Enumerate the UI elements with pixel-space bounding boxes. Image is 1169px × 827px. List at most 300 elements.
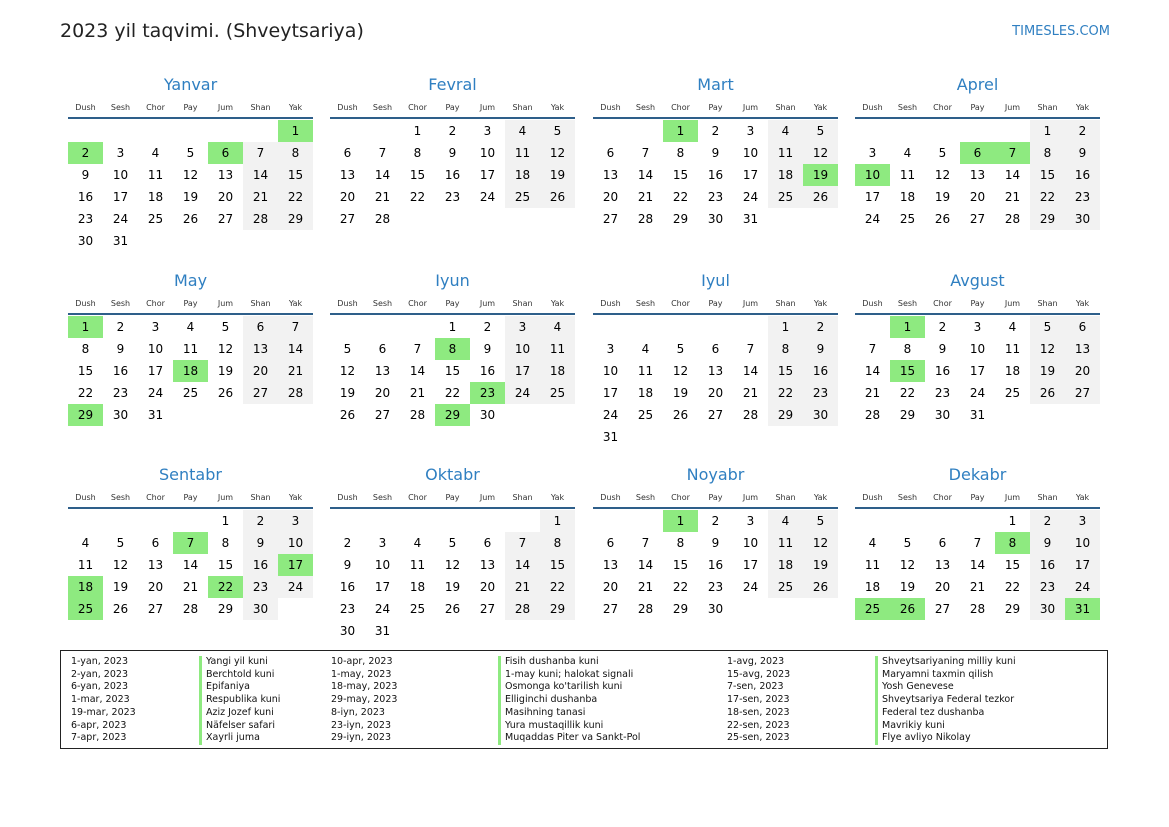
- day-cell: 28: [637, 602, 654, 616]
- empty-cell: [925, 120, 960, 142]
- day-cell: 12: [803, 142, 838, 164]
- header-rule: [68, 117, 313, 119]
- holiday-day: 1: [68, 316, 103, 338]
- day-cell: 16: [479, 364, 496, 378]
- day-cell: 13: [969, 168, 986, 182]
- day-cell: 10: [278, 532, 313, 554]
- empty-cell: [330, 120, 365, 142]
- day-cell: 17: [374, 580, 391, 594]
- weekday-label: Yak: [813, 493, 828, 502]
- day-cell: 23: [1030, 576, 1065, 598]
- day-cell: 5: [676, 342, 685, 356]
- day-cell: 14: [864, 364, 881, 378]
- day-cell: 19: [540, 164, 575, 186]
- empty-cell: [400, 510, 435, 532]
- holiday-name: Flye avliyo Nikolay: [875, 732, 971, 745]
- empty-cell: [593, 316, 628, 338]
- empty-cell: [365, 316, 400, 338]
- day-cell: 11: [768, 142, 803, 164]
- weekday-header: [68, 297, 313, 311]
- day-cell: 22: [409, 190, 426, 204]
- day-cell: 31: [147, 408, 164, 422]
- empty-cell: [330, 510, 365, 532]
- weekday-label: Dush: [337, 493, 358, 502]
- empty-cell: [628, 120, 663, 142]
- day-cell: 4: [868, 536, 877, 550]
- month-name: Iyun: [435, 271, 470, 290]
- day-cell: 5: [803, 120, 838, 142]
- day-cell: 3: [116, 146, 125, 160]
- day-cell: 20: [969, 190, 986, 204]
- day-cell: 28: [505, 598, 540, 620]
- holiday-name: Näfelser safari: [199, 720, 275, 733]
- holiday-date: 1-mar, 2023: [71, 694, 130, 706]
- month-name: Oktabr: [425, 465, 480, 484]
- weekday-label: Shan: [775, 299, 796, 308]
- weekday-label: Sesh: [635, 299, 656, 308]
- day-cell: 25: [182, 386, 199, 400]
- day-cell: 8: [903, 342, 912, 356]
- day-cell: 15: [409, 168, 426, 182]
- day-grid: [68, 316, 313, 426]
- empty-cell: [663, 316, 698, 338]
- day-cell: 25: [1004, 386, 1021, 400]
- day-cell: 26: [217, 386, 234, 400]
- day-cell: 26: [803, 186, 838, 208]
- empty-cell: [365, 120, 400, 142]
- day-cell: 27: [934, 602, 951, 616]
- page-title: 2023 yil taqvimi. (Shveytsariya): [60, 20, 364, 42]
- weekday-label: Chor: [933, 103, 952, 112]
- day-cell: 5: [938, 146, 947, 160]
- day-cell: 10: [742, 536, 759, 550]
- holiday-day: 29: [68, 404, 103, 426]
- day-cell: 12: [444, 558, 461, 572]
- day-cell: 16: [707, 558, 724, 572]
- weekday-label: Chor: [408, 299, 427, 308]
- day-cell: 7: [641, 146, 650, 160]
- day-cell: 17: [602, 386, 619, 400]
- month-name: Dekabr: [948, 465, 1007, 484]
- day-cell: 19: [803, 554, 838, 576]
- day-grid: [593, 316, 838, 448]
- empty-cell: [505, 510, 540, 532]
- day-cell: 23: [339, 602, 356, 616]
- empty-cell: [698, 316, 733, 338]
- weekday-label: Shan: [250, 299, 271, 308]
- empty-cell: [68, 120, 103, 142]
- day-cell: 21: [278, 360, 313, 382]
- day-cell: 7: [973, 536, 982, 550]
- day-cell: 29: [768, 404, 803, 426]
- day-cell: 31: [374, 624, 391, 638]
- holiday-day: 18: [68, 576, 103, 598]
- day-cell: 18: [409, 580, 426, 594]
- day-cell: 28: [409, 408, 426, 422]
- day-cell: 2: [483, 320, 492, 334]
- day-cell: 30: [243, 598, 278, 620]
- day-cell: 13: [707, 364, 724, 378]
- holiday-name: Epifaniya: [199, 681, 250, 694]
- holiday-day: 1: [663, 510, 698, 532]
- day-cell: 20: [479, 580, 496, 594]
- month-avgust: [855, 271, 1100, 426]
- day-cell: 13: [217, 168, 234, 182]
- day-cell: 12: [112, 558, 129, 572]
- day-cell: 4: [151, 146, 160, 160]
- day-cell: 1: [1030, 120, 1065, 142]
- holiday-name: Maryamni taxmin qilish: [875, 669, 993, 682]
- holiday-day: 22: [208, 576, 243, 598]
- weekday-label: Jum: [742, 493, 759, 502]
- holiday-name: Elliginchi dushanba: [498, 694, 597, 707]
- day-cell: 15: [278, 164, 313, 186]
- day-cell: 22: [1004, 580, 1021, 594]
- day-cell: 19: [899, 580, 916, 594]
- weekday-label: Chor: [146, 493, 165, 502]
- day-cell: 13: [147, 558, 164, 572]
- holiday-date: 25-sen, 2023: [727, 732, 790, 744]
- weekday-header: [330, 297, 575, 311]
- day-cell: 26: [339, 408, 356, 422]
- day-cell: 15: [444, 364, 461, 378]
- day-cell: 1: [768, 316, 803, 338]
- holiday-name: Osmonga ko'tarilish kuni: [498, 681, 622, 694]
- weekday-label: Yak: [288, 493, 303, 502]
- day-cell: 20: [602, 190, 619, 204]
- month-name: Iyul: [701, 271, 730, 290]
- holiday-date: 7-apr, 2023: [71, 732, 127, 744]
- day-cell: 22: [540, 576, 575, 598]
- day-cell: 6: [243, 316, 278, 338]
- day-cell: 17: [742, 558, 759, 572]
- month-name: Sentabr: [159, 465, 222, 484]
- day-cell: 24: [742, 580, 759, 594]
- holiday-day: 23: [470, 382, 505, 404]
- day-cell: 18: [147, 190, 164, 204]
- day-cell: 23: [112, 386, 129, 400]
- holiday-date: 18-may, 2023: [331, 681, 398, 693]
- day-cell: 21: [409, 386, 426, 400]
- day-cell: 3: [505, 316, 540, 338]
- day-cell: 23: [77, 212, 94, 226]
- day-cell: 31: [742, 212, 759, 226]
- day-cell: 15: [768, 360, 803, 382]
- day-cell: 16: [934, 364, 951, 378]
- holiday-name: Federal tez dushanba: [875, 707, 984, 720]
- empty-cell: [470, 510, 505, 532]
- day-cell: 9: [243, 532, 278, 554]
- day-cell: 30: [112, 408, 129, 422]
- day-cell: 7: [641, 536, 650, 550]
- day-cell: 19: [112, 580, 129, 594]
- day-grid: [68, 120, 313, 252]
- day-cell: 10: [969, 342, 986, 356]
- empty-cell: [208, 120, 243, 142]
- day-cell: 7: [746, 342, 755, 356]
- day-cell: 3: [746, 514, 755, 528]
- month-name: Fevral: [428, 75, 477, 94]
- holiday-name: Masihning tanasi: [498, 707, 585, 720]
- holiday-name: Aziz Jozef kuni: [199, 707, 274, 720]
- holiday-day: 6: [960, 142, 995, 164]
- day-cell: 3: [746, 124, 755, 138]
- day-cell: 2: [803, 316, 838, 338]
- empty-cell: [855, 120, 890, 142]
- day-cell: 23: [1065, 186, 1100, 208]
- day-cell: 27: [217, 212, 234, 226]
- day-cell: 5: [186, 146, 195, 160]
- holiday-date: 1-yan, 2023: [71, 656, 128, 667]
- day-cell: 12: [672, 364, 689, 378]
- empty-cell: [593, 120, 628, 142]
- day-cell: 24: [505, 382, 540, 404]
- day-cell: 4: [186, 320, 195, 334]
- day-cell: 9: [483, 342, 492, 356]
- empty-cell: [733, 316, 768, 338]
- day-cell: 9: [938, 342, 947, 356]
- weekday-header: [330, 101, 575, 115]
- day-cell: 18: [1004, 364, 1021, 378]
- weekday-label: Dush: [862, 299, 883, 308]
- day-cell: 8: [676, 536, 685, 550]
- weekday-label: Pay: [970, 103, 985, 112]
- day-cell: 1: [1008, 514, 1017, 528]
- day-cell: 19: [444, 580, 461, 594]
- holiday-name: Yura mustaqillik kuni: [498, 720, 603, 733]
- weekday-label: Chor: [408, 103, 427, 112]
- day-cell: 16: [243, 554, 278, 576]
- day-cell: 18: [899, 190, 916, 204]
- day-cell: 16: [803, 360, 838, 382]
- day-cell: 23: [707, 190, 724, 204]
- month-aprel: [855, 75, 1100, 230]
- weekday-label: Chor: [933, 493, 952, 502]
- day-cell: 14: [243, 164, 278, 186]
- day-cell: 24: [147, 386, 164, 400]
- day-cell: 5: [116, 536, 125, 550]
- day-cell: 11: [864, 558, 881, 572]
- day-cell: 13: [602, 558, 619, 572]
- weekday-label: Dush: [600, 103, 621, 112]
- day-cell: 22: [768, 382, 803, 404]
- day-cell: 16: [339, 580, 356, 594]
- day-cell: 23: [444, 190, 461, 204]
- day-cell: 21: [182, 580, 199, 594]
- day-cell: 7: [413, 342, 422, 356]
- day-cell: 27: [479, 602, 496, 616]
- day-cell: 30: [1065, 208, 1100, 230]
- header-rule: [330, 117, 575, 119]
- day-cell: 27: [374, 408, 391, 422]
- weekday-header: [855, 297, 1100, 311]
- day-cell: 16: [112, 364, 129, 378]
- weekday-label: Pay: [708, 299, 723, 308]
- weekday-label: Sesh: [110, 299, 131, 308]
- holiday-day: 6: [208, 142, 243, 164]
- day-cell: 9: [1030, 532, 1065, 554]
- day-cell: 28: [182, 602, 199, 616]
- holiday-date: 6-yan, 2023: [71, 681, 128, 693]
- day-cell: 12: [1030, 338, 1065, 360]
- day-cell: 26: [1030, 382, 1065, 404]
- day-cell: 5: [803, 510, 838, 532]
- weekday-label: Dush: [862, 103, 883, 112]
- month-sentabr: [68, 465, 313, 620]
- day-cell: 14: [182, 558, 199, 572]
- day-cell: 8: [278, 142, 313, 164]
- day-cell: 17: [864, 190, 881, 204]
- day-cell: 14: [505, 554, 540, 576]
- day-cell: 24: [374, 602, 391, 616]
- day-cell: 29: [672, 602, 689, 616]
- holiday-name: Berchtold kuni: [199, 669, 274, 682]
- weekday-header: [593, 491, 838, 505]
- day-cell: 10: [147, 342, 164, 356]
- day-cell: 29: [1030, 208, 1065, 230]
- holiday-day: 8: [435, 338, 470, 360]
- day-cell: 20: [1065, 360, 1100, 382]
- day-cell: 11: [505, 142, 540, 164]
- day-cell: 15: [77, 364, 94, 378]
- day-cell: 16: [444, 168, 461, 182]
- day-cell: 27: [602, 212, 619, 226]
- weekday-label: Dush: [600, 493, 621, 502]
- day-cell: 22: [672, 580, 689, 594]
- weekday-label: Chor: [671, 493, 690, 502]
- day-cell: 17: [742, 168, 759, 182]
- weekday-label: Dush: [337, 103, 358, 112]
- empty-cell: [890, 510, 925, 532]
- weekday-label: Pay: [183, 103, 198, 112]
- day-cell: 21: [637, 580, 654, 594]
- day-grid: [593, 510, 838, 620]
- holiday-day: 29: [435, 404, 470, 426]
- day-cell: 11: [77, 558, 94, 572]
- day-cell: 20: [243, 360, 278, 382]
- day-cell: 7: [505, 532, 540, 554]
- header-rule: [593, 507, 838, 509]
- day-cell: 3: [151, 320, 160, 334]
- day-cell: 24: [479, 190, 496, 204]
- day-cell: 28: [374, 212, 391, 226]
- day-cell: 29: [672, 212, 689, 226]
- month-name: Mart: [697, 75, 734, 94]
- day-cell: 14: [637, 558, 654, 572]
- day-cell: 20: [217, 190, 234, 204]
- empty-cell: [593, 510, 628, 532]
- holiday-day: 18: [173, 360, 208, 382]
- day-cell: 18: [637, 386, 654, 400]
- holiday-date: 1-may, 2023: [331, 668, 392, 680]
- weekday-label: Sesh: [110, 103, 131, 112]
- day-cell: 10: [1065, 532, 1100, 554]
- weekday-label: Chor: [408, 493, 427, 502]
- holiday-name: Mavrikiy kuni: [875, 720, 945, 733]
- day-cell: 21: [742, 386, 759, 400]
- weekday-label: Sesh: [372, 299, 393, 308]
- holiday-name: Xayrli juma: [199, 732, 260, 745]
- day-cell: 26: [540, 186, 575, 208]
- day-cell: 22: [278, 186, 313, 208]
- holiday-name: 1-may kuni; halokat signali: [498, 669, 633, 682]
- weekday-label: Shan: [250, 493, 271, 502]
- day-cell: 15: [1030, 164, 1065, 186]
- day-cell: 13: [374, 364, 391, 378]
- holiday-day: 25: [68, 598, 103, 620]
- empty-cell: [855, 510, 890, 532]
- day-cell: 18: [768, 554, 803, 576]
- weekday-label: Pay: [970, 493, 985, 502]
- day-cell: 6: [343, 146, 352, 160]
- weekday-label: Jum: [742, 103, 759, 112]
- day-cell: 27: [243, 382, 278, 404]
- day-grid: [68, 510, 313, 620]
- day-cell: 18: [505, 164, 540, 186]
- day-cell: 21: [374, 190, 391, 204]
- day-cell: 11: [182, 342, 199, 356]
- day-cell: 11: [409, 558, 426, 572]
- holiday-day: 25: [855, 598, 890, 620]
- day-cell: 17: [1065, 554, 1100, 576]
- day-cell: 18: [864, 580, 881, 594]
- day-cell: 9: [81, 168, 90, 182]
- site-link[interactable]: TIMESLES.COM: [1012, 24, 1110, 39]
- day-grid: [330, 120, 575, 230]
- day-cell: 15: [1004, 558, 1021, 572]
- holiday-day: 17: [278, 554, 313, 576]
- day-cell: 19: [217, 364, 234, 378]
- day-cell: 12: [182, 168, 199, 182]
- weekday-label: Yak: [288, 103, 303, 112]
- day-cell: 19: [1030, 360, 1065, 382]
- day-cell: 24: [864, 212, 881, 226]
- weekday-header: [855, 491, 1100, 505]
- day-cell: 4: [413, 536, 422, 550]
- day-cell: 4: [505, 120, 540, 142]
- holiday-name: Respublika kuni: [199, 694, 280, 707]
- day-cell: 7: [378, 146, 387, 160]
- day-cell: 29: [217, 602, 234, 616]
- weekday-label: Yak: [550, 103, 565, 112]
- empty-cell: [103, 510, 138, 532]
- day-cell: 19: [934, 190, 951, 204]
- day-cell: 17: [479, 168, 496, 182]
- weekday-label: Shan: [1037, 493, 1058, 502]
- weekday-header: [855, 101, 1100, 115]
- day-cell: 8: [768, 338, 803, 360]
- day-cell: 21: [637, 190, 654, 204]
- day-cell: 27: [969, 212, 986, 226]
- holiday-day: 15: [890, 360, 925, 382]
- day-cell: 3: [1065, 510, 1100, 532]
- day-cell: 3: [973, 320, 982, 334]
- day-cell: 11: [637, 364, 654, 378]
- empty-cell: [365, 510, 400, 532]
- day-cell: 10: [374, 558, 391, 572]
- holiday-date: 19-mar, 2023: [71, 706, 136, 718]
- day-cell: 5: [221, 320, 230, 334]
- holiday-day: 10: [855, 164, 890, 186]
- day-cell: 12: [339, 364, 356, 378]
- day-cell: 10: [742, 146, 759, 160]
- day-cell: 14: [969, 558, 986, 572]
- day-cell: 17: [969, 364, 986, 378]
- weekday-label: Sesh: [897, 493, 918, 502]
- holiday-name: Yangi yil kuni: [199, 656, 268, 669]
- day-cell: 29: [540, 598, 575, 620]
- weekday-label: Chor: [671, 103, 690, 112]
